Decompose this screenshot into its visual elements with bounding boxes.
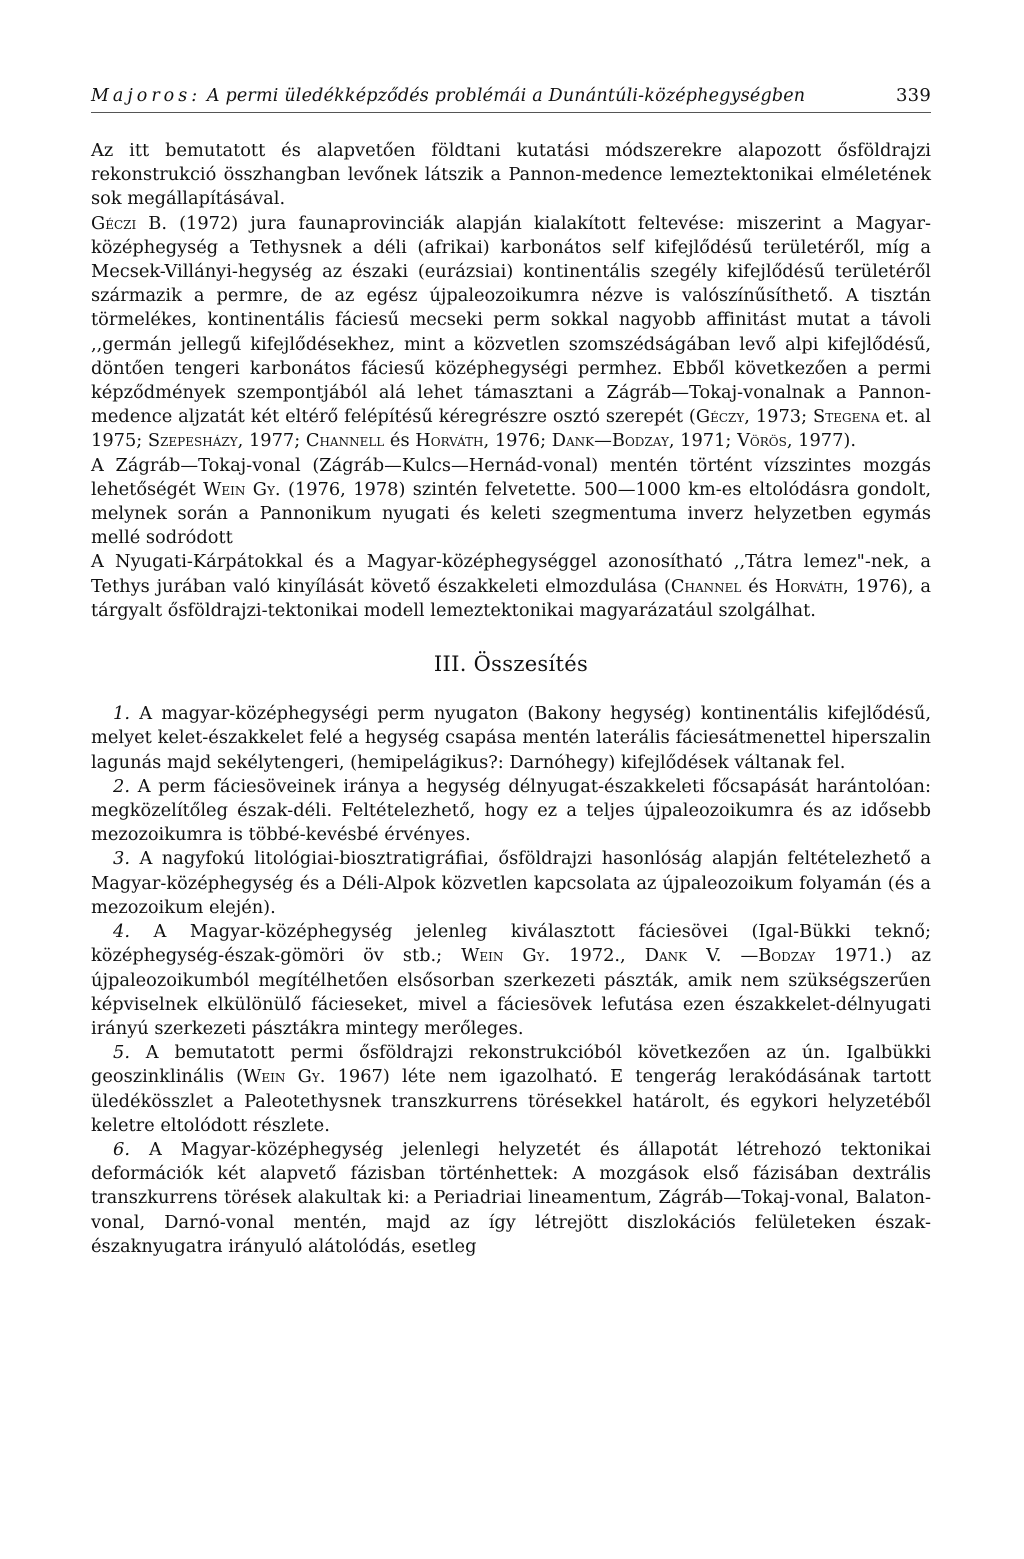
paragraph-text: és <box>741 575 775 597</box>
paragraph-text: , 1977). <box>786 430 857 452</box>
item-number: 1. <box>113 703 130 725</box>
summary-item <box>91 702 931 775</box>
item-text: A nagyfokú litológiai-biosztratigráfiai, ősföldrajzi hasonlóság alapján feltételezhető a Magyar-középhegység és a Déli-Alpok közvetlen kapcsolata az újpaleozoikum folyamán (és a mezozoikum elején). <box>91 848 931 918</box>
paragraph-text: , 1971; <box>668 430 738 452</box>
paragraph-text: , 1973; <box>744 406 814 428</box>
paragraph <box>91 139 931 212</box>
item-text: 1967) léte nem igazolható. E tengerág lerakódásának tartott üledékösszlet a Paleotethysnek transzkurrens törésekkel határolt, és egykori helyzetéből keletre eltolódott részlete. <box>91 1066 931 1136</box>
summary-item <box>91 847 931 920</box>
author-ref: Géczy <box>695 406 745 428</box>
author-ref: Géczi B. <box>91 212 168 234</box>
item-text: A perm fáciesöveinek iránya a hegység délnyugat-északkeleti főcsapását harántolóan: megközelítőleg észak-déli. Feltételezhető, hogy ez a teljes újpaleozoikumra és az idősebb mezozoikumra is többé-kevésbé érvényes. <box>91 775 931 846</box>
author-ref: Szepesházy <box>147 430 238 452</box>
author-ref: Wein Gy. <box>461 945 551 967</box>
paragraph-text: A Zágráb—Tokaj-vonal (Zágráb—Kulcs—Hernád-vonal) mentén történt vízszintes mozgás lehetőségét <box>91 454 931 500</box>
item-text: V. — <box>687 945 759 967</box>
item-text: A bemutatott permi ősföldrajzi rekonstrukcióból következően az ún. Igalbükki geoszinklinális ( <box>91 1042 931 1088</box>
summary-item <box>91 1041 931 1138</box>
item-number: 5. <box>113 1042 130 1064</box>
paragraph-text: és <box>384 430 416 452</box>
paragraph-text: , 1976; <box>483 430 552 452</box>
item-number: 4. <box>113 921 130 943</box>
author-ref: Channel <box>670 575 742 597</box>
item-number: 6. <box>113 1138 130 1160</box>
paragraph-text: A Nyugati-Kárpátokkal és a Magyar-középhegységgel azonosítható ,,Tátra lemez"-nek, a Tethys jurában való kinyílását követő északkeleti elmozdulása ( <box>91 551 931 597</box>
item-text: 1972., <box>550 945 645 967</box>
author-ref: Stegena <box>813 406 880 428</box>
paragraph-text: et. al 1975; <box>91 406 931 452</box>
paragraph-text: (1976, 1978) szintén felvetette. 500—1000 km-es eltolódásra gondolt, melynek során a Pannonikum nyugati és keleti szegmentuma inverz helyzetben egymás mellé sodródott <box>91 478 931 549</box>
author-ref: Bodzay <box>758 945 816 967</box>
author-ref: Vörös <box>737 430 787 452</box>
paragraph-text: (1972) jura faunaprovinciák alapján kialakított feltevése: miszerint a Magyar-középhegység a Tethysnek a déli (afrikai) karbonátos self kifejlődésű területéről, míg a Mecsek-Villányi-hegység az északi (eurázsiai) kontinentális szegély kifejlődésű területéről származik a permre, de az egész újpaleozoikumra nézve is valószínűsíthető. A tisztán törmelékes, kontinentális fáciesű mecseki perm sokkal nagyobb affinitást mutat a távoli ,,germán jellegű kifejlődésekhez, mint a közvetlen szomszédságában levő alpi kifejlődésű, döntően tengeri karbonátos fáciesű középhegységi permhez. Ebből következően a permi képződmények szempontjából alá lehet támasztani a Zágráb—Tokaj-vonalnak a Pannon-medence aljzatát két eltérő felépítésű kéregrészre osztó szerepét ( <box>91 212 931 428</box>
running-header <box>91 84 931 113</box>
paragraph <box>91 212 931 454</box>
header-article-title: A permi üledékképződés problémái a Dunántúli-középhegységben <box>206 86 806 106</box>
paragraph-text: , 1977; <box>237 430 306 452</box>
author-ref: Wein Gy. <box>203 478 281 500</box>
paragraph-text: Az itt bemutatott és alapvetően földtani kutatási módszerekre alapozott ősföldrajzi rekonstrukció összhangban levőnek látszik a Pannon-medence lemeztektonikai elméletének sok megállapításával. <box>91 140 931 210</box>
paragraph-text: , 1976), a tárgyalt ősföldrajzi-tektonikai modell lemeztektonikai magyarázatául szolgálhat. <box>91 575 932 621</box>
item-text: A magyar-középhegységi perm nyugaton (Bakony hegység) kontinentális kifejlődésű, melyet kelet-északkelet felé a hegység csapása mentén laterális fáciesátmenettel hiperszalin lagunás majd sekélytengeri, (hemipelágikus?: Darnóhegy) kifejlődések váltanak fel. <box>91 703 931 773</box>
item-text: A Magyar-középhegység jelenlegi helyzetét és állapotát létrehozó tektonikai deformációk két alapvető fázisban történhettek: A mozgások első fázisában dextrális transzkurrens törések alakultak ki: a Periadriai lineamentum, Zágráb—Tokaj-vonal, Balaton-vonal, Darnó-vonal mentén, majd az így létrejött diszlokációs felületeken észak-északnyugatra irányuló alátolódás, esetleg <box>91 1138 931 1257</box>
section-heading: III. Összesítés <box>433 652 589 677</box>
paragraph <box>91 454 931 551</box>
author-ref: Channell <box>305 430 385 452</box>
item-number: 3. <box>113 848 130 870</box>
page-number: 339 <box>896 85 931 106</box>
header-author: Majoros: <box>91 86 202 106</box>
author-ref: Dank <box>644 945 688 967</box>
page <box>91 84 931 1259</box>
header-title <box>91 84 805 108</box>
summary-item <box>91 920 931 1041</box>
summary-item <box>91 1138 931 1259</box>
item-number: 2. <box>113 775 130 797</box>
item-text: A Magyar-középhegység jelenleg kiválasztott fáciesövei (Igal-Bükki teknő; középhegység-észak-gömöri öv stb.; <box>91 921 931 967</box>
paragraph <box>91 550 931 623</box>
author-ref: Wein Gy. <box>243 1066 326 1088</box>
author-ref: Horváth <box>415 430 484 452</box>
author-ref: Horváth <box>774 575 844 597</box>
summary-item <box>91 775 931 848</box>
article-body <box>91 139 931 1259</box>
item-text: 1971.) az újpaleozoikumból megítélhetően elsősorban szerkezeti pászták, amik nem szükségszerűen képviselnek elkülönülő fácieseket, mivel a fáciesövek lefutása ezen északkelet-délnyugati irányú szerkezeti pásztákra mintegy merőleges. <box>91 945 931 1039</box>
author-ref: Dank—Bodzay <box>551 430 669 452</box>
